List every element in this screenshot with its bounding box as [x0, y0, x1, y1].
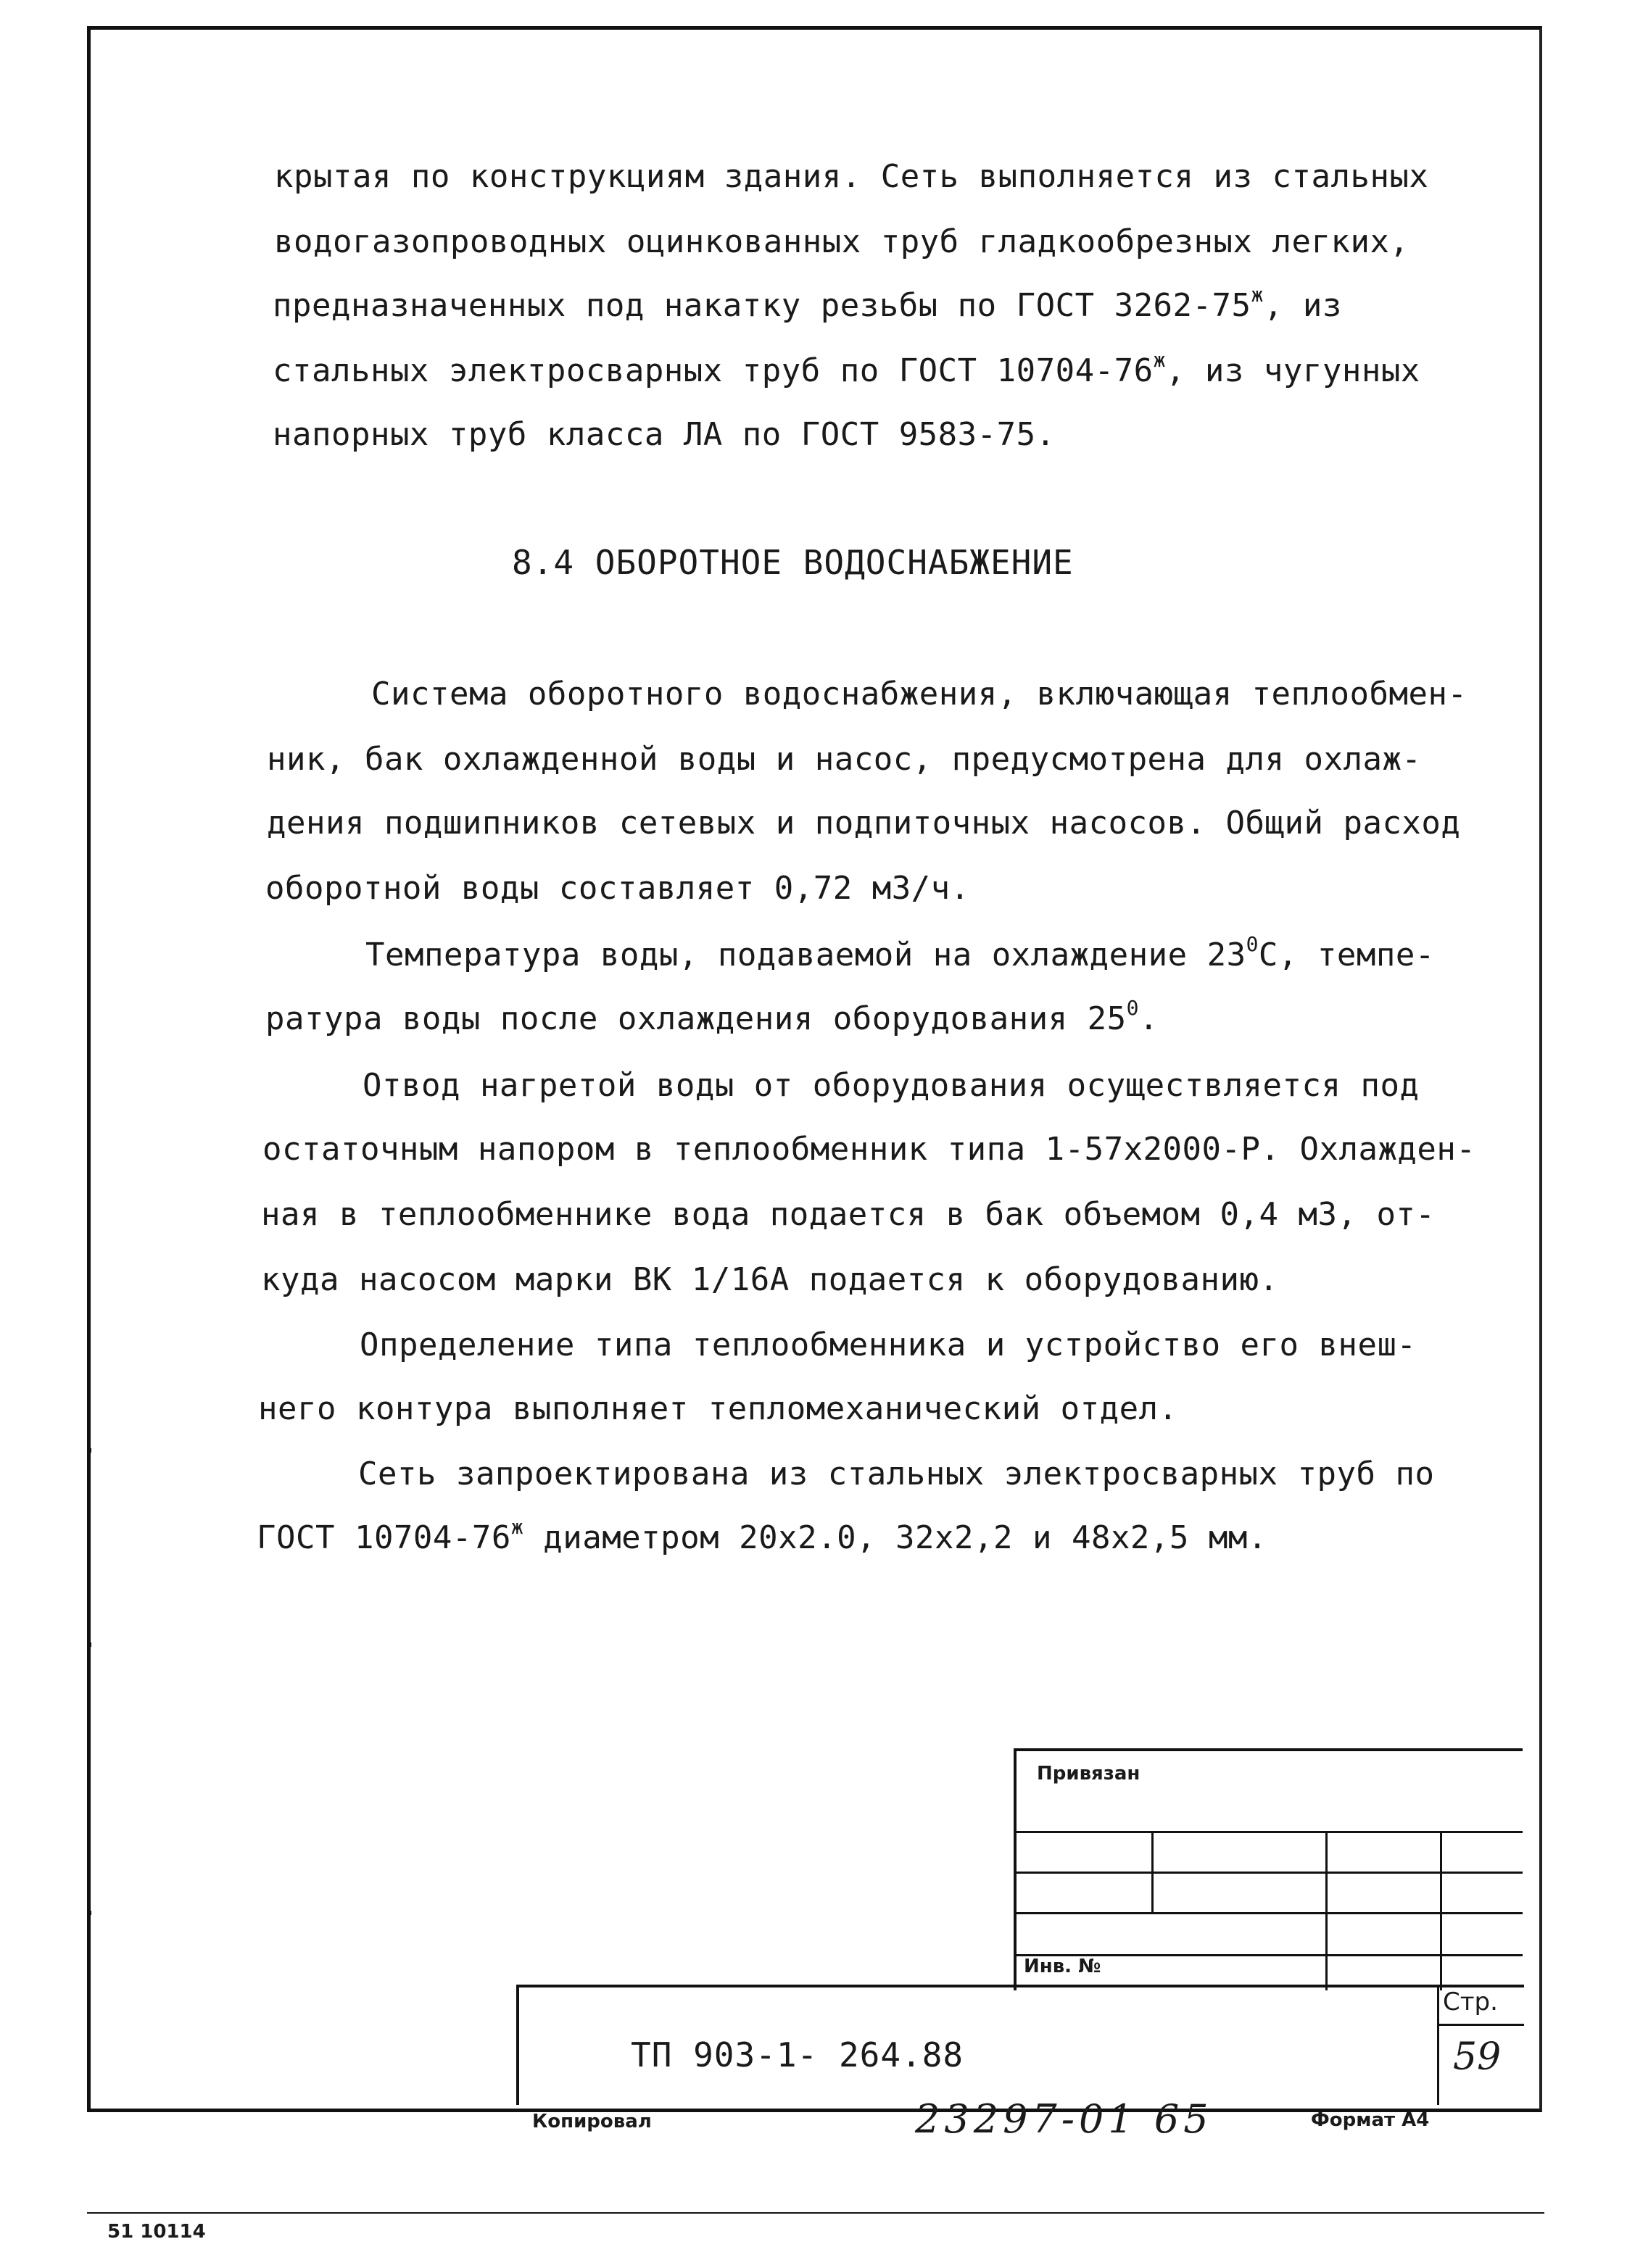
format-label: Формат А4 [1311, 2109, 1430, 2131]
text-line: ная в теплообменнике вода подается в бак объемом 0,4 м3, от- [261, 1196, 1436, 1233]
stamp-rule [1325, 1831, 1328, 1990]
title-rule [1437, 2024, 1524, 2026]
text-line: оборотной воды составляет 0,72 м3/ч. [265, 870, 970, 907]
margin-mark [87, 1911, 91, 1915]
binding-stamp [1014, 1748, 1523, 1990]
text-line: ГОСТ $10704-76^ж$ диаметром 20х2.0, 32х2,2 и 48х2,5 мм. [257, 1515, 1267, 1556]
text-line: него контура выполняет тепломеханический отдел. [258, 1390, 1178, 1427]
inventory-number-label: Инв. № [1024, 1956, 1101, 1977]
text-line: ратура воды после охлаждения оборудования $25^0$. [265, 996, 1159, 1037]
title-rule [1437, 1987, 1439, 2105]
text-line: стальных электросварных труб по ГОСТ $10704-76^ж$, из чугунных [273, 348, 1420, 389]
text-line: водогазопроводных оцинкованных труб гладкообрезных легких, [274, 223, 1409, 260]
order-number: 23297-01 65 [915, 2096, 1213, 2142]
text-line: предназначенных под накатку резьбы по ГОСТ $3262-75^ж$, из [273, 283, 1342, 324]
text-line: крытая по конструкциям здания. Сеть выполняется из стальных [274, 158, 1429, 195]
document-code: ТП 903-1- 264.88 [631, 2035, 964, 2074]
page-label: Стр. [1443, 1987, 1498, 2016]
stamp-rule [1017, 1831, 1523, 1833]
stamp-rule [1017, 1912, 1523, 1914]
text-line: Сеть запроектирована из стальных электросварных труб по [358, 1455, 1435, 1492]
copied-label: Копировал [532, 2111, 652, 2132]
text-line: Температура воды, подаваемой на охлаждение $23^0С$, темпе- [365, 932, 1435, 973]
margin-mark [87, 1448, 91, 1453]
text-line: остаточным напором в теплообменник типа 1-57х2000-Р. Охлажден- [262, 1131, 1476, 1168]
text-line: куда насосом марки ВК 1/16А подается к оборудованию. [261, 1261, 1279, 1298]
bottom-code: 51 10114 [107, 2221, 206, 2243]
stamp-rule [1151, 1831, 1154, 1912]
section-heading: 8.4 ОБОРОТНОЕ ВОДОСНАБЖЕНИЕ [512, 543, 1074, 582]
text-line: Определение типа теплообменника и устройство его внеш- [360, 1326, 1417, 1363]
stamp-rule [1440, 1831, 1442, 1990]
stamp-caption: Привязан [1037, 1763, 1140, 1785]
text-line: Отвод нагретой воды от оборудования осуществляется под [363, 1067, 1420, 1104]
page-number: 59 [1453, 2035, 1502, 2079]
text-line: Система оборотного водоснабжения, включающая теплообмен- [371, 676, 1467, 713]
margin-mark [87, 1642, 91, 1647]
stamp-rule [1017, 1872, 1523, 1874]
text-line: ник, бак охлажденной воды и насос, предусмотрена для охлаж- [267, 741, 1422, 778]
text-line: напорных труб класса ЛА по ГОСТ 9583-75. [273, 416, 1056, 453]
bottom-rule [87, 2212, 1544, 2214]
text-line: дения подшипников сетевых и подпиточных насосов. Общий расход [267, 805, 1461, 842]
